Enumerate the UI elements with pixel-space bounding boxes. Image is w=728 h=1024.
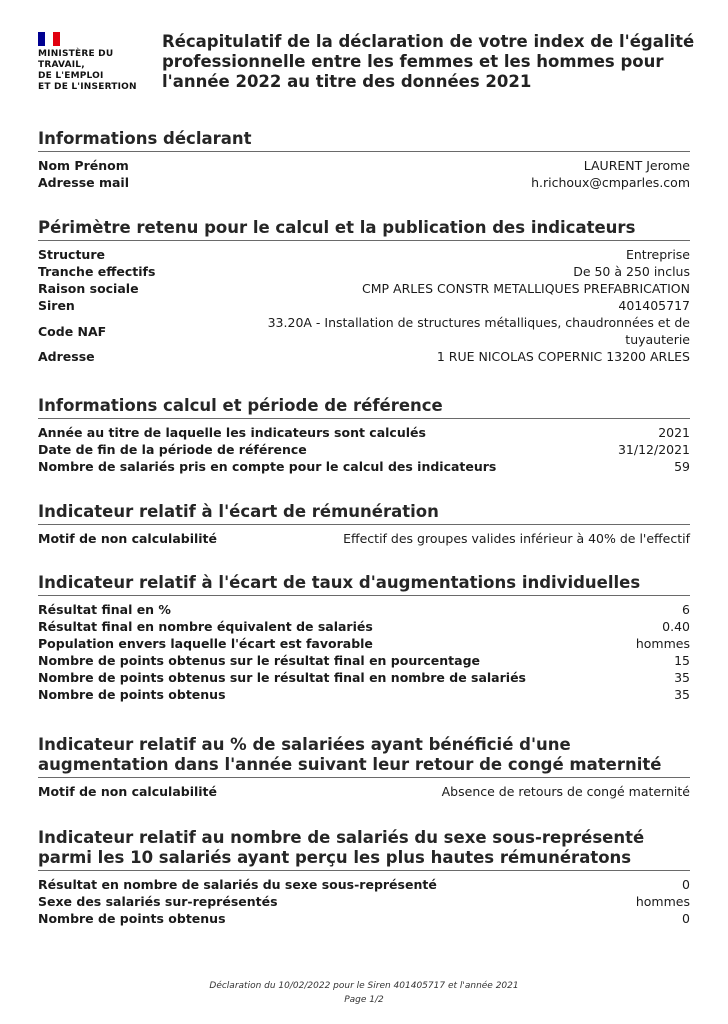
row-label: Sexe des salariés sur-représentés [38, 894, 278, 909]
section-title: Informations déclarant [38, 129, 690, 152]
section-title: Informations calcul et période de référence [38, 396, 690, 419]
section-rows [38, 783, 690, 800]
row-label: Adresse mail [38, 175, 130, 190]
ministry-name [38, 49, 148, 93]
row-label: Nombre de points obtenus sur le résultat final en nombre de salariés [38, 670, 526, 685]
flag-stripe [45, 32, 52, 46]
row-value: CMP ARLES CONSTR METALLIQUES PREFABRICATION [362, 281, 690, 296]
ministry-line: MINISTÈRE DU [38, 49, 114, 59]
row-value: 33.20A - Installation de structures métalliques, chaudronnées et de tuyauterie [267, 315, 690, 347]
ministry-line: DE L'EMPLOI [38, 71, 104, 81]
row-value: 15 [674, 653, 690, 668]
info-row [38, 601, 690, 618]
row-value: LAURENT Jerome [583, 158, 690, 173]
row-value: 401405717 [618, 298, 690, 313]
section-title: Indicateur relatif au nombre de salariés du sexe sous-représenté parmi les 10 salariés ayant perçu les plus hautes rémunératons [38, 828, 690, 871]
info-row [38, 297, 690, 314]
info-row [38, 893, 690, 910]
row-value: De 50 à 250 inclus [573, 264, 690, 279]
row-value: hommes [635, 894, 690, 909]
info-row [38, 441, 690, 458]
row-label: Date de fin de la période de référence [38, 442, 307, 457]
row-label: Siren [38, 298, 75, 313]
ministry-line: TRAVAIL, [38, 60, 85, 70]
ministry-line: ET DE L'INSERTION [38, 82, 137, 92]
flag-stripe [38, 32, 45, 46]
info-row [38, 669, 690, 686]
info-row [38, 635, 690, 652]
row-value: 31/12/2021 [617, 442, 690, 457]
row-value: 0 [682, 911, 690, 926]
row-label: Résultat en nombre de salariés du sexe sous-représenté [38, 877, 437, 892]
section-title: Périmètre retenu pour le calcul et la publication des indicateurs [38, 218, 690, 241]
section-hautes-remunerations [38, 828, 690, 927]
section-title: Indicateur relatif au % de salariées ayant bénéficié d'une augmentation dans l'année suivant leur retour de congé maternité [38, 735, 690, 778]
french-flag-icon [38, 32, 60, 46]
footer-page-number: Page 1/2 [344, 995, 384, 1005]
row-value: 59 [674, 459, 690, 474]
page-header [38, 32, 698, 102]
section-rows [38, 157, 690, 191]
row-label: Nombre de points obtenus sur le résultat final en pourcentage [38, 653, 481, 668]
row-label: Année au titre de laquelle les indicateurs sont calculés [38, 425, 426, 440]
row-label: Code NAF [38, 323, 107, 339]
row-label: Nombre de points obtenus [38, 687, 226, 702]
section-title: Indicateur relatif à l'écart de rémunération [38, 502, 690, 525]
row-label: Nombre de points obtenus [38, 911, 226, 926]
info-row [38, 910, 690, 927]
info-row [38, 263, 690, 280]
row-label: Nom Prénom [38, 158, 129, 173]
section-title: Indicateur relatif à l'écart de taux d'augmentations individuelles [38, 573, 690, 596]
row-value: 1 RUE NICOLAS COPERNIC 13200 ARLES [436, 349, 690, 364]
section-rows [38, 601, 690, 703]
row-value: h.richoux@cmparles.com [531, 175, 690, 190]
footer-declaration: Déclaration du 10/02/2022 pour le Siren 401405717 et l'année 2021 [209, 981, 519, 991]
info-row [38, 652, 690, 669]
section-rows [38, 876, 690, 927]
row-value: Entreprise [625, 247, 690, 262]
row-label: Motif de non calculabilité [38, 531, 218, 546]
row-value: Absence de retours de congé maternité [441, 784, 690, 799]
info-row [38, 174, 690, 191]
section-rows [38, 246, 690, 365]
ministry-logo [38, 32, 148, 93]
row-value: 35 [674, 670, 690, 685]
row-label: Motif de non calculabilité [38, 784, 218, 799]
row-label: Tranche effectifs [38, 264, 156, 279]
section-rows [38, 530, 690, 547]
info-row [38, 280, 690, 297]
section-conge-maternite [38, 735, 690, 800]
row-label: Adresse [38, 349, 95, 364]
section-ecart-augmentations [38, 573, 690, 703]
row-label: Raison sociale [38, 281, 139, 296]
info-row [38, 314, 690, 348]
info-row [38, 157, 690, 174]
document-title: Récapitulatif de la déclaration de votre index de l'égalité professionnelle entre les femmes et les hommes pour l'année 2022 au titre des données 2021 [162, 32, 695, 91]
row-value: 0.40 [662, 619, 690, 634]
section-perimetre [38, 218, 690, 365]
row-value: Effectif des groupes valides inférieur à 40% de l'effectif [343, 531, 690, 546]
section-informations-declarant [38, 129, 690, 191]
row-value: 35 [674, 687, 690, 702]
row-value: hommes [635, 636, 690, 651]
row-value: 6 [682, 602, 690, 617]
section-informations-calcul [38, 396, 690, 475]
section-rows [38, 424, 690, 475]
info-row [38, 686, 690, 703]
info-row [38, 876, 690, 893]
row-label: Nombre de salariés pris en compte pour le calcul des indicateurs [38, 459, 497, 474]
row-label: Structure [38, 247, 105, 262]
row-label: Résultat final en % [38, 602, 171, 617]
row-label: Population envers laquelle l'écart est favorable [38, 636, 373, 651]
flag-stripe [53, 32, 60, 46]
info-row [38, 458, 690, 475]
info-row [38, 530, 690, 547]
info-row [38, 783, 690, 800]
info-row [38, 348, 690, 365]
row-value: 2021 [658, 425, 690, 440]
info-row [38, 424, 690, 441]
info-row [38, 618, 690, 635]
row-value: 0 [682, 877, 690, 892]
row-label: Résultat final en nombre équivalent de salariés [38, 619, 373, 634]
info-row [38, 246, 690, 263]
page-footer [0, 979, 728, 1007]
section-ecart-remuneration [38, 502, 690, 547]
